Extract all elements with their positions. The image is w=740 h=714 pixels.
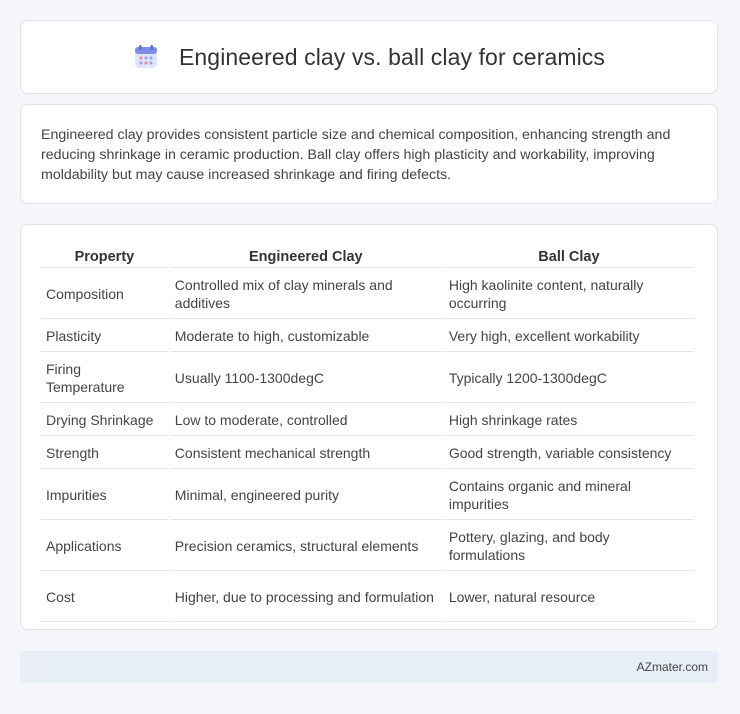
engineered-clay-cell: Minimal, engineered purity — [170, 471, 442, 520]
table-row — [41, 354, 694, 403]
ball-clay-cell: Typically 1200-1300degC — [444, 354, 694, 403]
ball-clay-cell: Good strength, variable consistency — [444, 438, 694, 469]
table-row — [41, 321, 694, 352]
summary-card — [20, 104, 718, 204]
footer — [20, 651, 718, 683]
engineered-clay-cell: Low to moderate, controlled — [170, 405, 442, 436]
engineered-clay-cell: Usually 1100-1300degC — [170, 354, 442, 403]
ball-clay-cell: Contains organic and mineral impurities — [444, 471, 694, 520]
ball-clay-cell: Very high, excellent workability — [444, 321, 694, 352]
title-card — [20, 20, 718, 94]
property-cell: Strength — [41, 438, 168, 469]
table-row — [41, 522, 694, 571]
table-row — [41, 471, 694, 520]
table-row — [41, 573, 694, 622]
page-title: Engineered clay vs. ball clay for ceramics — [178, 43, 606, 70]
property-cell: Impurities — [41, 471, 168, 520]
property-cell: Firing Temperature — [41, 354, 168, 403]
property-cell: Plasticity — [41, 321, 168, 352]
ball-clay-cell: Pottery, glazing, and body formulations — [444, 522, 694, 571]
ball-clay-cell: Lower, natural resource — [444, 573, 694, 622]
property-cell: Composition — [41, 270, 168, 319]
ball-clay-cell: High kaolinite content, naturally occurring — [444, 270, 694, 319]
table-row — [41, 270, 694, 319]
summary-text: Engineered clay provides consistent particle size and chemical composition, enhancing strength and reducing shrinkage in ceramic production. Ball clay offers high plasticity and workability, improving moldability but may cause increased shrinkage and firing defects. — [41, 127, 671, 183]
header-engineered-clay: Engineered Clay — [170, 245, 442, 268]
engineered-clay-cell: Consistent mechanical strength — [170, 438, 442, 469]
engineered-clay-cell: Higher, due to processing and formulation — [170, 573, 442, 622]
engineered-clay-cell: Precision ceramics, structural elements — [170, 522, 442, 571]
ball-clay-cell: High shrinkage rates — [444, 405, 694, 436]
calendar-icon — [133, 44, 159, 70]
table-row — [41, 405, 694, 436]
table-header-row — [41, 245, 694, 268]
comparison-table-card — [20, 224, 718, 630]
engineered-clay-cell: Moderate to high, customizable — [170, 321, 442, 352]
property-cell: Applications — [41, 522, 168, 571]
property-cell: Cost — [41, 573, 168, 622]
footer-brand: AZmater.com — [636, 660, 708, 674]
property-cell: Drying Shrinkage — [41, 405, 168, 436]
table-row — [41, 438, 694, 469]
header-ball-clay: Ball Clay — [444, 245, 694, 268]
header-property: Property — [41, 245, 168, 268]
engineered-clay-cell: Controlled mix of clay minerals and additives — [170, 270, 442, 319]
comparison-table — [39, 243, 696, 624]
